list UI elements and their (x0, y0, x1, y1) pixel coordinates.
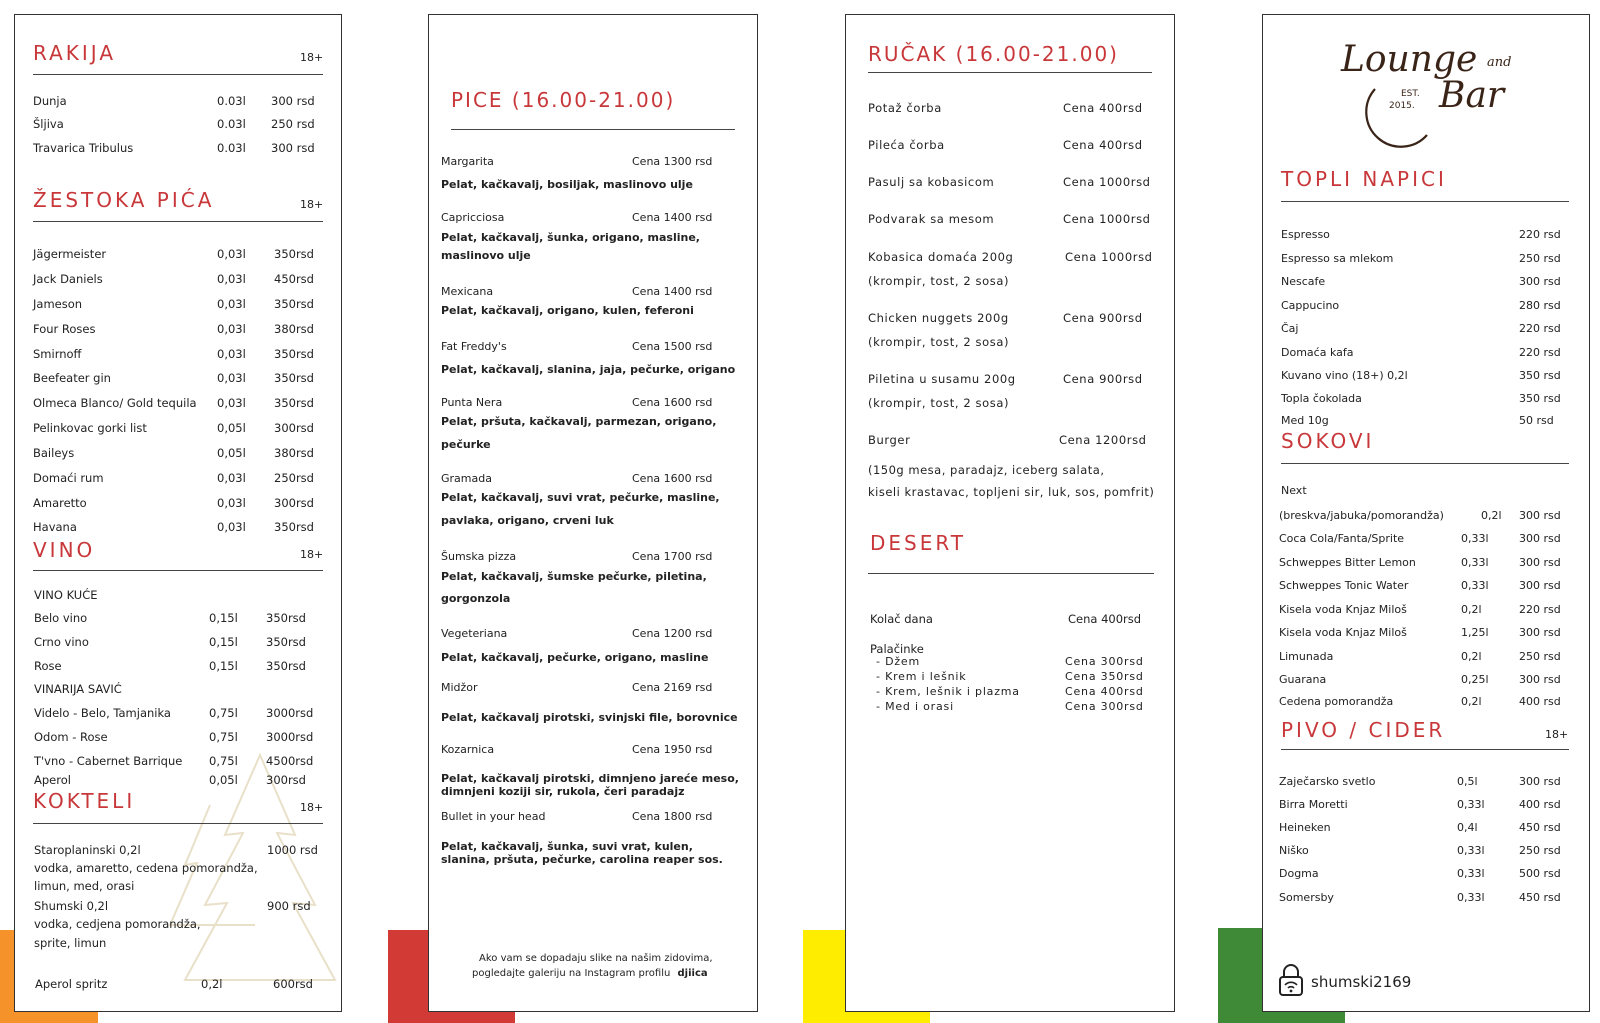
menu-item-qty: 0,75l (209, 754, 238, 768)
pizza-name: Vegeteriana (441, 627, 508, 640)
juice-qty: 0,33l (1461, 532, 1489, 545)
beer-qty: 0,33l (1457, 867, 1485, 880)
hot-drink-price: 300 rsd (1519, 275, 1561, 288)
juice-name: Coca Cola/Fanta/Sprite (1279, 532, 1405, 545)
menu-item-price: 300rsd (266, 773, 306, 787)
pizza-ingredients: Pelat, kačkavalj, šumske pečurke, piletina, (441, 570, 707, 583)
lunch-item-name: Piletina u susamu 200g (868, 372, 1016, 386)
menu-item-name: Pelinkovac gorki list (33, 421, 147, 435)
divider (868, 72, 1152, 73)
beer-qty: 0,33l (1457, 798, 1485, 811)
pizza-ingredients: Pelat, kačkavalj pirotski, svinjski file, borovnice (441, 711, 738, 724)
juice-qty: 0,25l (1461, 673, 1489, 686)
juice-price: 300 rsd (1519, 556, 1561, 569)
menu-item-qty: 0,03l (217, 347, 246, 361)
menu-item-name: Travarica Tribulus (33, 141, 134, 155)
menu-item-price: 250rsd (274, 471, 314, 485)
palacinke-price: Cena 300rsd (1065, 655, 1144, 668)
pizza-ingredients: gorgonzola (441, 592, 511, 605)
menu-item-qty: 0,75l (209, 730, 238, 744)
menu-item-price: 4500rsd (266, 754, 314, 768)
menu-item-name: Odom - Rose (34, 730, 108, 744)
hot-drink-name: Espresso (1281, 228, 1330, 241)
menu-item-name: Olmeca Blanco/ Gold tequila (33, 396, 197, 410)
beer-name: Somersby (1279, 891, 1334, 904)
juice-name: Schweppes Bitter Lemon (1279, 556, 1416, 569)
hot-drink-price: 220 rsd (1519, 228, 1561, 241)
pizza-price: Cena 1800 rsd (632, 810, 713, 823)
pizza-ingredients: Pelat, kačkavalj, origano, kulen, feferoni (441, 304, 694, 317)
divider (451, 129, 735, 130)
menu-item-qty: 0.03l (217, 117, 246, 131)
hot-drink-name: Cappucino (1281, 299, 1340, 312)
section-title-kokteli: KOKTELI (33, 789, 136, 813)
juice-qty: 0,2l (1461, 603, 1482, 616)
pizza-name: Mexicana (441, 285, 494, 298)
pizza-price: Cena 1700 rsd (632, 550, 713, 563)
beer-name: Niško (1279, 844, 1309, 857)
menu-item-price: 350rsd (274, 297, 314, 311)
section-title-desert: DESERT (870, 531, 967, 555)
pizza-ingredients: maslinovo ulje (441, 249, 531, 262)
menu-item-qty: 0,15l (209, 611, 238, 625)
juice-price: 300 rsd (1519, 509, 1561, 522)
menu-item-price: 380rsd (274, 322, 314, 336)
logo-text-est: EST. (1401, 89, 1420, 99)
pizza-ingredients: Pelat, kačkavalj, pečurke, origano, masline (441, 651, 709, 664)
divider (33, 221, 323, 222)
lunch-item-sides: (krompir, tost, 2 sosa) (868, 396, 1010, 410)
beer-qty: 0,5l (1457, 775, 1478, 788)
cocktail-line: Staroplaninski 0,2l (34, 843, 141, 857)
pizza-price: Cena 1500 rsd (632, 340, 713, 353)
menu-panel-drinks (14, 14, 342, 1012)
hot-drink-name: Domaća kafa (1281, 346, 1354, 359)
menu-item-name: Videlo - Belo, Tamjanika (34, 706, 171, 720)
menu-item-price: 300 rsd (271, 141, 315, 155)
pizza-ingredients: Pelat, kačkavalj, suvi vrat, pečurke, masline, (441, 491, 720, 504)
age-badge: 18+ (300, 51, 324, 64)
juice-price: 250 rsd (1519, 650, 1561, 663)
juice-qty: 0,2l (1481, 509, 1502, 522)
menu-item-name: Jameson (33, 297, 83, 311)
lunch-item-name: Potaž čorba (868, 101, 942, 115)
pizza-ingredients: Pelat, pršuta, kačkavalj, parmezan, origano, (441, 415, 717, 428)
section-title-pivo: PIVO / CIDER (1281, 718, 1446, 742)
hot-drink-name: Čaj (1281, 322, 1299, 335)
menu-item-qty: 0,03l (217, 396, 246, 410)
cocktail-line: sprite, limun (34, 936, 107, 950)
palacinke-item: - Džem (876, 655, 920, 668)
lounge-bar-logo (1333, 39, 1523, 149)
beer-price: 400 rsd (1519, 798, 1561, 811)
menu-item-qty: 0,15l (209, 635, 238, 649)
juice-price: 400 rsd (1519, 695, 1561, 708)
divider (1281, 201, 1569, 202)
pizza-name: Margarita (441, 155, 494, 168)
beer-qty: 0,33l (1457, 844, 1485, 857)
hot-drink-name: Med 10g (1281, 414, 1329, 427)
hot-drink-price: 50 rsd (1519, 414, 1554, 427)
juice-price: 300 rsd (1519, 579, 1561, 592)
divider (1281, 463, 1569, 464)
pizza-price: Cena 1600 rsd (632, 396, 713, 409)
logo-text-bar: Bar (1439, 75, 1505, 116)
footer-instagram-line (472, 968, 708, 979)
logo-text-year: 2015. (1389, 101, 1415, 111)
juice-qty: 1,25l (1461, 626, 1489, 639)
menu-item-price: 300 rsd (271, 94, 315, 108)
menu-item-name: Rose (34, 659, 62, 673)
pizza-ingredients: Pelat, kačkavalj, šunka, origano, masline, (441, 231, 700, 244)
menu-item-price: 300rsd (274, 421, 314, 435)
menu-item-price: 350rsd (274, 347, 314, 361)
menu-item-qty: 0,03l (217, 496, 246, 510)
menu-item-qty: 0,03l (217, 272, 246, 286)
juice-qty: 0,2l (1461, 695, 1482, 708)
burger-description: kiseli krastavac, topljeni sir, luk, sos, pomfrit) (868, 485, 1155, 499)
menu-item-name: Šljiva (33, 117, 64, 131)
pizza-price: Cena 1300 rsd (632, 155, 713, 168)
pizza-name: Midžor (441, 681, 478, 694)
hot-drink-price: 350 rsd (1519, 392, 1561, 405)
menu-item-price: 250 rsd (271, 117, 315, 131)
section-title-zestoka: ŽESTOKA PIĆA (33, 188, 215, 212)
hot-drink-price: 220 rsd (1519, 346, 1561, 359)
menu-item-price: 350rsd (274, 247, 314, 261)
menu-item-price: 900 rsd (267, 899, 311, 913)
menu-item-price: 350rsd (274, 520, 314, 534)
juice-price: 300 rsd (1519, 626, 1561, 639)
menu-item-name: Havana (33, 520, 77, 534)
divider (33, 570, 323, 571)
beer-price: 450 rsd (1519, 891, 1561, 904)
menu-item-qty: 0,05l (217, 446, 246, 460)
menu-item-price: 380rsd (274, 446, 314, 460)
beer-price: 300 rsd (1519, 775, 1561, 788)
pizza-price: Cena 1200 rsd (632, 627, 713, 640)
menu-item-name: Kolač dana (870, 612, 933, 626)
menu-item-qty: 0,05l (209, 773, 238, 787)
pizza-price: Cena 1600 rsd (632, 472, 713, 485)
lunch-item-name: Chicken nuggets 200g (868, 311, 1009, 325)
menu-item-name: Amaretto (33, 496, 87, 510)
age-badge: 18+ (300, 198, 324, 211)
palacinke-price: Cena 400rsd (1065, 685, 1144, 698)
juice-price: 300 rsd (1519, 532, 1561, 545)
lunch-item-price: Cena 900rsd (1063, 372, 1143, 386)
menu-item-price: 450rsd (274, 272, 314, 286)
hot-drink-price: 250 rsd (1519, 252, 1561, 265)
menu-item-name: T'vno - Cabernet Barrique (34, 754, 183, 768)
palacinke-item: - Krem, lešnik i plazma (876, 685, 1020, 698)
section-title-rucak: RUČAK (16.00-21.00) (868, 42, 1119, 66)
footer-instagram-text: pogledajte galeriju na Instagram profilu (472, 968, 671, 979)
palacinke-item: - Med i orasi (876, 700, 954, 713)
menu-item-name: VINO KUĆE (34, 588, 98, 602)
pizza-name: Bullet in your head (441, 810, 546, 823)
beer-name: Dogma (1279, 867, 1319, 880)
lunch-item-name: Burger (868, 433, 911, 447)
lunch-item-price: Cena 1000rsd (1063, 175, 1151, 189)
menu-item-name: Aperol (34, 773, 71, 787)
menu-item-price: 300rsd (274, 496, 314, 510)
menu-item-price: 350rsd (266, 611, 306, 625)
age-badge: 18+ (1545, 728, 1569, 741)
pizza-ingredients: Pelat, kačkavalj, šunka, suvi vrat, kulen, (441, 840, 693, 853)
palacinke-heading: Palačinke (870, 642, 924, 656)
lunch-item-price: Cena 900rsd (1063, 311, 1143, 325)
menu-item-name: Dunja (33, 94, 67, 108)
menu-item-name: VINARIJA SAVIĆ (34, 682, 122, 696)
menu-item-qty: 0,75l (209, 706, 238, 720)
pizza-ingredients: slanina, pršuta, pečurke, carolina reaper sos. (441, 853, 723, 866)
menu-item-qty: 0.03l (217, 94, 246, 108)
menu-item-price: Cena 400rsd (1068, 612, 1142, 626)
menu-item-price: 350rsd (266, 635, 306, 649)
beer-qty: 0,4l (1457, 821, 1478, 834)
cocktail-line: vodka, cedjena pomorandža, (34, 917, 201, 931)
juice-name: (breskva/jabuka/pomorandža) (1279, 509, 1444, 522)
section-title-sokovi: SOKOVI (1281, 429, 1375, 453)
juice-qty: 0,33l (1461, 579, 1489, 592)
menu-item-name: Aperol spritz (35, 977, 108, 991)
juice-name: Schweppes Tonic Water (1279, 579, 1409, 592)
menu-item-price: 350rsd (266, 659, 306, 673)
section-title-rakija: RAKIJA (33, 41, 117, 65)
pizza-ingredients: Pelat, kačkavalj pirotski, dimnjeno jareće meso, (441, 772, 739, 785)
menu-item-qty: 0,03l (217, 297, 246, 311)
wifi-password: shumski2169 (1311, 973, 1412, 991)
menu-panel-lunch (845, 14, 1175, 1012)
palacinke-price: Cena 350rsd (1065, 670, 1144, 683)
hot-drink-price: 350 rsd (1519, 369, 1561, 382)
menu-item-price: 350rsd (274, 396, 314, 410)
menu-item-name: Domaći rum (33, 471, 104, 485)
beer-name: Birra Moretti (1279, 798, 1348, 811)
lunch-item-name: Pileća čorba (868, 138, 945, 152)
pizza-name: Capricciosa (441, 211, 505, 224)
age-badge: 18+ (300, 548, 324, 561)
menu-item-price: 350rsd (274, 371, 314, 385)
instagram-handle: djiica (677, 968, 708, 979)
menu-item-price: 3000rsd (266, 706, 314, 720)
beer-price: 500 rsd (1519, 867, 1561, 880)
hot-drink-price: 280 rsd (1519, 299, 1561, 312)
divider (1281, 749, 1569, 750)
beer-name: Zaječarsko svetlo (1279, 775, 1376, 788)
next-label: Next (1281, 484, 1307, 497)
hot-drink-name: Espresso sa mlekom (1281, 252, 1394, 265)
juice-price: 300 rsd (1519, 673, 1561, 686)
pizza-ingredients: pečurke (441, 438, 491, 451)
juice-name: Kisela voda Knjaz Miloš (1279, 603, 1407, 616)
section-title-vino: VINO (33, 538, 96, 562)
pizza-ingredients: Pelat, kačkavalj, bosiljak, maslinovo ulje (441, 178, 693, 191)
juice-name: Limunada (1279, 650, 1334, 663)
juice-qty: 0,2l (1461, 650, 1482, 663)
lunch-item-name: Podvarak sa mesom (868, 212, 995, 226)
beer-qty: 0,33l (1457, 891, 1485, 904)
menu-panel-drinks-2 (1262, 14, 1590, 1012)
divider (33, 74, 323, 75)
menu-item-qty: 0,2l (201, 977, 223, 991)
menu-item-price: 600rsd (273, 977, 313, 991)
lunch-item-price: Cena 1200rsd (1059, 433, 1147, 447)
menu-item-price: 1000 rsd (267, 843, 318, 857)
footer-instagram-note: Ako vam se dopadaju slike na našim zidovima, (479, 953, 713, 964)
menu-item-name: Beefeater gin (33, 371, 111, 385)
cocktail-line: limun, med, orasi (34, 879, 135, 893)
divider (33, 823, 323, 824)
lunch-item-price: Cena 1000rsd (1063, 212, 1151, 226)
logo-text-lounge: Lounge (1341, 39, 1478, 80)
menu-item-name: Four Roses (33, 322, 96, 336)
hot-drink-name: Kuvano vino (18+) 0,2l (1281, 369, 1408, 382)
juice-name: Cedena pomorandža (1279, 695, 1394, 708)
pizza-ingredients: pavlaka, origano, crveni luk (441, 514, 614, 527)
pizza-name: Šumska pizza (441, 550, 517, 563)
lunch-item-price: Cena 400rsd (1063, 138, 1143, 152)
hot-drink-name: Topla čokolada (1281, 392, 1362, 405)
beer-price: 250 rsd (1519, 844, 1561, 857)
menu-item-qty: 0,03l (217, 520, 246, 534)
logo-text-and: and (1487, 55, 1512, 70)
wifi-lock-icon (1277, 963, 1305, 997)
menu-item-name: Belo vino (34, 611, 88, 625)
pizza-price: Cena 2169 rsd (632, 681, 713, 694)
lunch-item-sides: (krompir, tost, 2 sosa) (868, 274, 1010, 288)
hot-drink-name: Nescafe (1281, 275, 1326, 288)
pizza-price: Cena 1400 rsd (632, 211, 713, 224)
menu-item-qty: 0,03l (217, 247, 246, 261)
juice-qty: 0,33l (1461, 556, 1489, 569)
lunch-item-price: Cena 1000rsd (1065, 250, 1153, 264)
pizza-name: Kozarnica (441, 743, 495, 756)
menu-item-qty: 0,03l (217, 371, 246, 385)
pizza-name: Punta Nera (441, 396, 503, 409)
lunch-item-sides: (krompir, tost, 2 sosa) (868, 335, 1010, 349)
pizza-ingredients: Pelat, kačkavalj, slanina, jaja, pečurke, origano (441, 363, 736, 376)
cocktail-line: vodka, amaretto, cedena pomorandža, (34, 861, 258, 875)
menu-item-name: Jägermeister (33, 247, 107, 261)
burger-description: (150g mesa, paradajz, iceberg salata, (868, 463, 1105, 477)
juice-price: 220 rsd (1519, 603, 1561, 616)
palacinke-price: Cena 300rsd (1065, 700, 1144, 713)
age-badge: 18+ (300, 801, 324, 814)
section-title-pice: PICE (16.00-21.00) (451, 88, 676, 112)
menu-item-price: 3000rsd (266, 730, 314, 744)
menu-item-qty: 0,05l (217, 421, 246, 435)
pizza-ingredients: dimnjeni koziji sir, rukola, čeri paradajz (441, 785, 685, 798)
logo-arc-icon (1363, 79, 1443, 149)
menu-item-qty: 0,03l (217, 471, 246, 485)
menu-item-qty: 0.03l (217, 141, 246, 155)
menu-item-name: Baileys (33, 446, 75, 460)
lunch-item-price: Cena 400rsd (1063, 101, 1143, 115)
pizza-price: Cena 1950 rsd (632, 743, 713, 756)
beer-price: 450 rsd (1519, 821, 1561, 834)
section-title-topli: TOPLI NAPICI (1281, 167, 1447, 191)
menu-item-name: Jack Daniels (33, 272, 103, 286)
cocktail-line: Shumski 0,2l (34, 899, 109, 913)
hot-drink-price: 220 rsd (1519, 322, 1561, 335)
palacinke-item: - Krem i lešnik (876, 670, 967, 683)
menu-item-qty: 0,15l (209, 659, 238, 673)
beer-name: Heineken (1279, 821, 1331, 834)
juice-name: Guarana (1279, 673, 1327, 686)
menu-item-name: Smirnoff (33, 347, 82, 361)
pizza-name: Fat Freddy's (441, 340, 507, 353)
divider (868, 573, 1154, 574)
pizza-name: Gramada (441, 472, 492, 485)
lunch-item-name: Kobasica domaća 200g (868, 250, 1014, 264)
menu-item-qty: 0,03l (217, 322, 246, 336)
lunch-item-name: Pasulj sa kobasicom (868, 175, 995, 189)
juice-name: Kisela voda Knjaz Miloš (1279, 626, 1407, 639)
pizza-price: Cena 1400 rsd (632, 285, 713, 298)
menu-panel-pizza (428, 14, 758, 1012)
menu-item-name: Crno vino (34, 635, 89, 649)
